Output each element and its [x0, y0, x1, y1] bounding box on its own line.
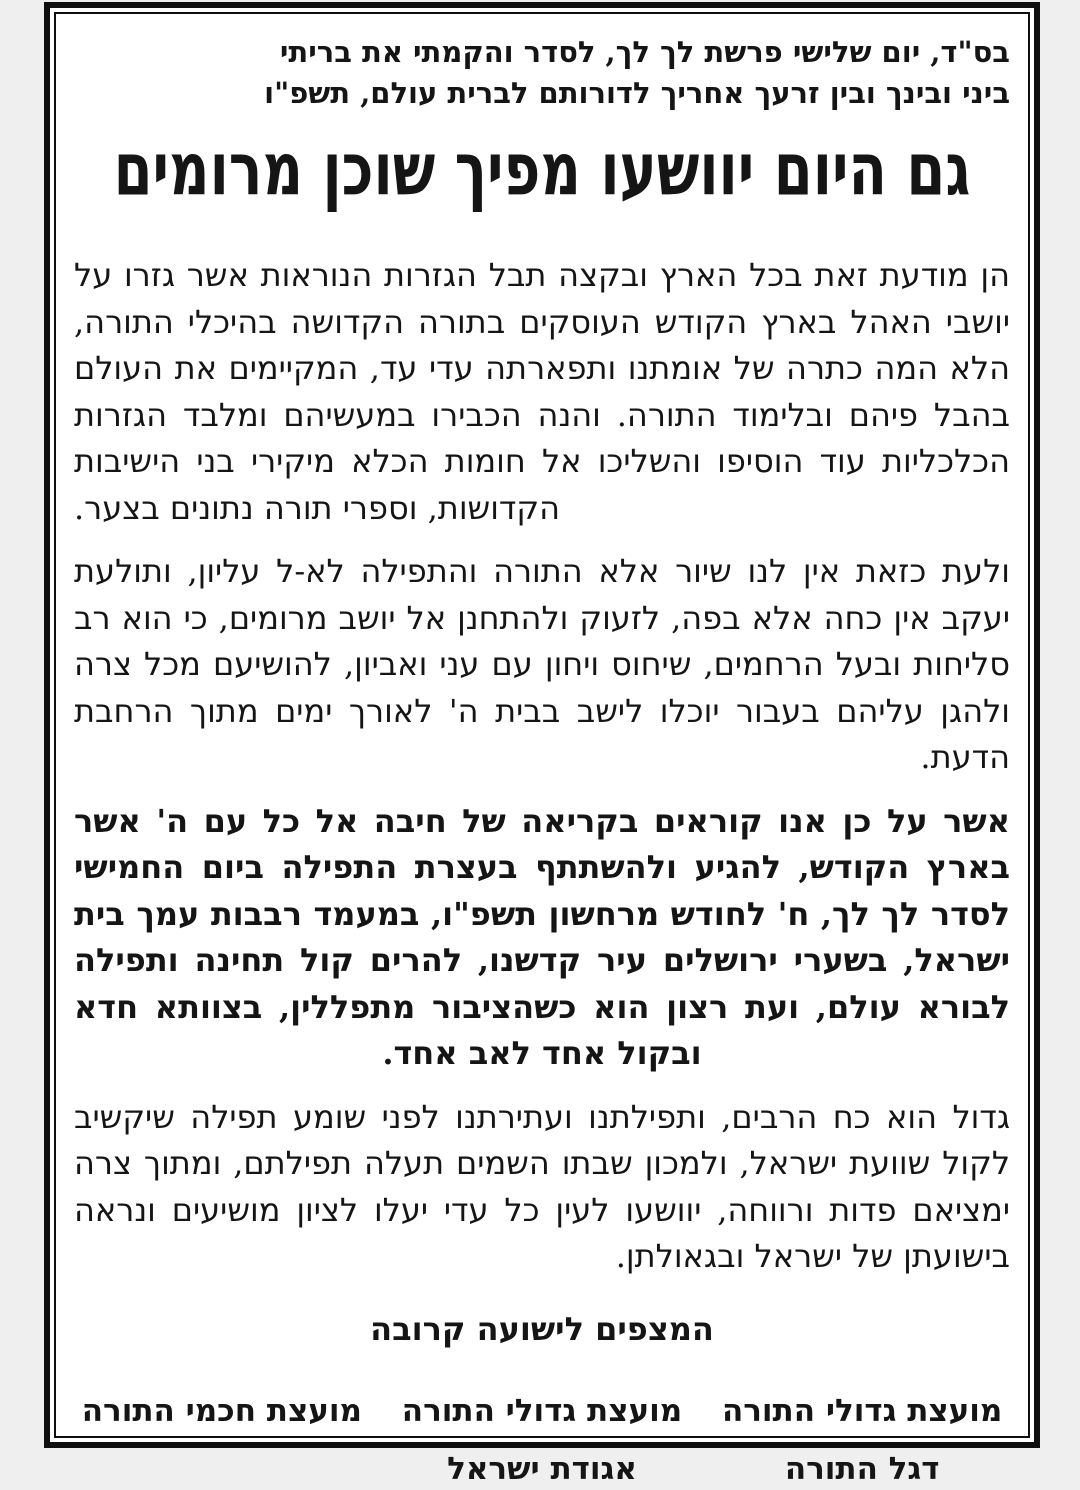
document-header [74, 32, 1010, 114]
signature-org-name: מועצת גדולי התורה [721, 1392, 1003, 1429]
body-paragraph-1: הן מודעת זאת בכל הארץ ובקצה תבל הגזרות הנוראות אשר גזרו על יושבי האהל בארץ הקודש העוסקים בתורה הקדושה בהיכלי התורה, הלא המה כתרה של אומתנו ותפארתה עדי עד, המקיימים את העולם בהבל פיהם ובלימוד התורה. והנה הכבירו במעשיהם ומלבד הגזרות הכלכליות עוד הוסיפו והשליכו אל חומות הכלא מיקירי בני הישיבות הקדושות, וספרי תורה נתונים בצער. [74, 256, 1011, 527]
main-headline: גם היום יוושעו מפיך שוכן מרומים [113, 126, 971, 213]
body-paragraph-3: אשר על כן אנו קוראים בקריאה של חיבה אל כל עם ה' אשר בארץ הקודש, להגיע ולהשתתף בעצרת התפילה ביום החמישי לסדר לך לך, ח' לחודש מרחשון תשפ"ו, במעמד רבבות עמך בית ישראל, בשערי ירושלים עיר קדשנו, להרים קול תחינה ותפילה לבורא עולם, ועת רצון הוא כשהציבור מתפללין, בצוותא חדא ובקול אחד לאב אחד. [74, 801, 1010, 1072]
body-paragraph-4: גדול הוא כח הרבים, ותפילתנו ועתירתנו לפני שומע תפילה שיקשיב לקול שוועת ישראל, ולמכון שבתו השמים תעלה תפילתם, ומתוך צרה ימציאם פדות ורווחה, יוושעו לעין כל עדי יעלו לציון מושיעים ונראה בישועתן של ישראל ובגאולתן. [74, 1097, 1011, 1275]
signature-party-name: דגל התורה [784, 1450, 940, 1487]
signature-org-name: מועצת חכמי התורה [81, 1392, 362, 1429]
closing-line: המצפים לישועה קרובה [370, 1309, 714, 1348]
headline-wrap [74, 126, 1010, 226]
header-line-2: ביני ובינך ובין זרעך אחריך לדורותם לברית עולם, תשפ"ו [264, 76, 1010, 110]
poster-frame [44, 2, 1040, 1487]
signature-block [74, 1390, 1010, 1490]
signature-column-right [718, 1390, 1006, 1490]
poster-content [54, 12, 1030, 1487]
signature-column-middle [398, 1390, 686, 1490]
signature-party-name: אגודת ישראל [447, 1450, 637, 1487]
signature-org-name: מועצת גדולי התורה [401, 1392, 683, 1429]
signature-column-left [78, 1390, 366, 1448]
body-paragraph-2: ולעת כזאת אין לנו שיור אלא התורה והתפילה לא-ל עליון, ותולעת יעקב אין כחה אלא בפה, לזעוק ולהתחנן אל יושב מרומים, כי הוא רב סליחות ובעל הרחמים, שיחוס ויחון עם עני ואביון, להושיעם מכל צרה ולהגן עליהם בעבור יוכלו לישב בבית ה' לאורך ימים מתוך הרחבת הדעת. [74, 552, 1010, 776]
header-line-1: בס"ד, יום שלישי פרשת לך לך, לסדר והקמתי את בריתי [279, 35, 1010, 69]
